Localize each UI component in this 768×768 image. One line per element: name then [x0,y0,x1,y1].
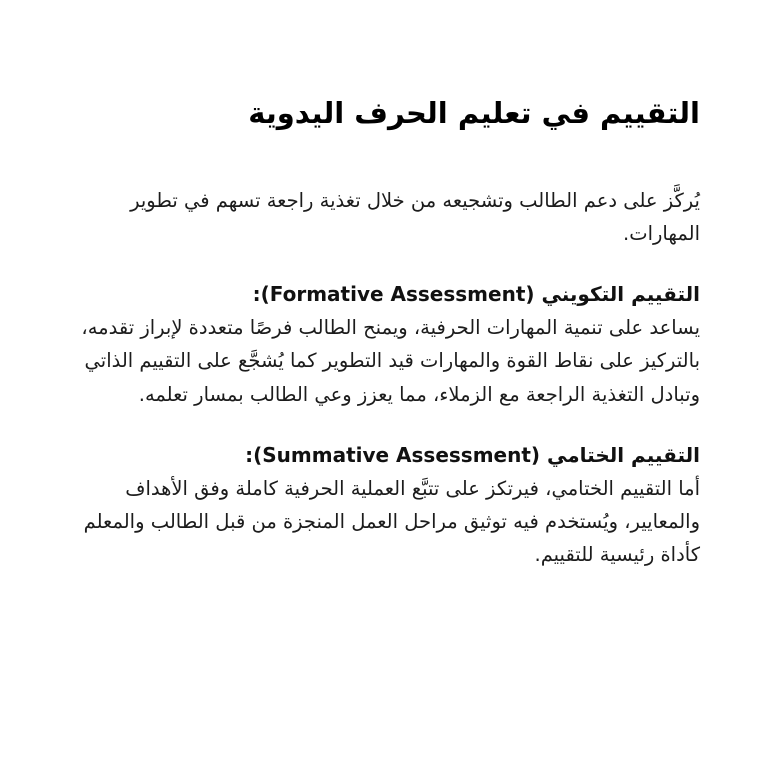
section-body-formative: يساعد على تنمية المهارات الحرفية، ويمنح الطالب فرصًا متعددة لإبراز تقدمه، بالتركيز على نقاط القوة والمهارات قيد التطوير كما يُشجَّع على التقييم الذاتي وتبادل التغذية الراجعة مع الزملاء، مما يعزز وعي الطالب بمسار تعلمه. [81,316,700,406]
section-heading-summative: التقييم الختامي (Summative Assessment): [245,442,700,467]
page-title: التقييم في تعليم الحرف اليدوية [248,96,700,130]
intro-paragraph: يُركَّز على دعم الطالب وتشجيعه من خلال تغذية راجعة تسهم في تطوير المهارات. [130,189,700,246]
section-formative-assessment [66,277,700,410]
section-summative-assessment [66,438,700,571]
section-body-summative: أما التقييم الختامي، فيرتكز على تتبَّع العملية الحرفية كاملة وفق الأهداف والمعايير، ويُستخدم فيه توثيق مراحل العمل المنجزة من قبل الطالب والمعلم كأداة رئيسية للتقييم. [83,476,700,567]
section-heading-formative: التقييم التكويني (Formative Assessment): [252,282,700,307]
